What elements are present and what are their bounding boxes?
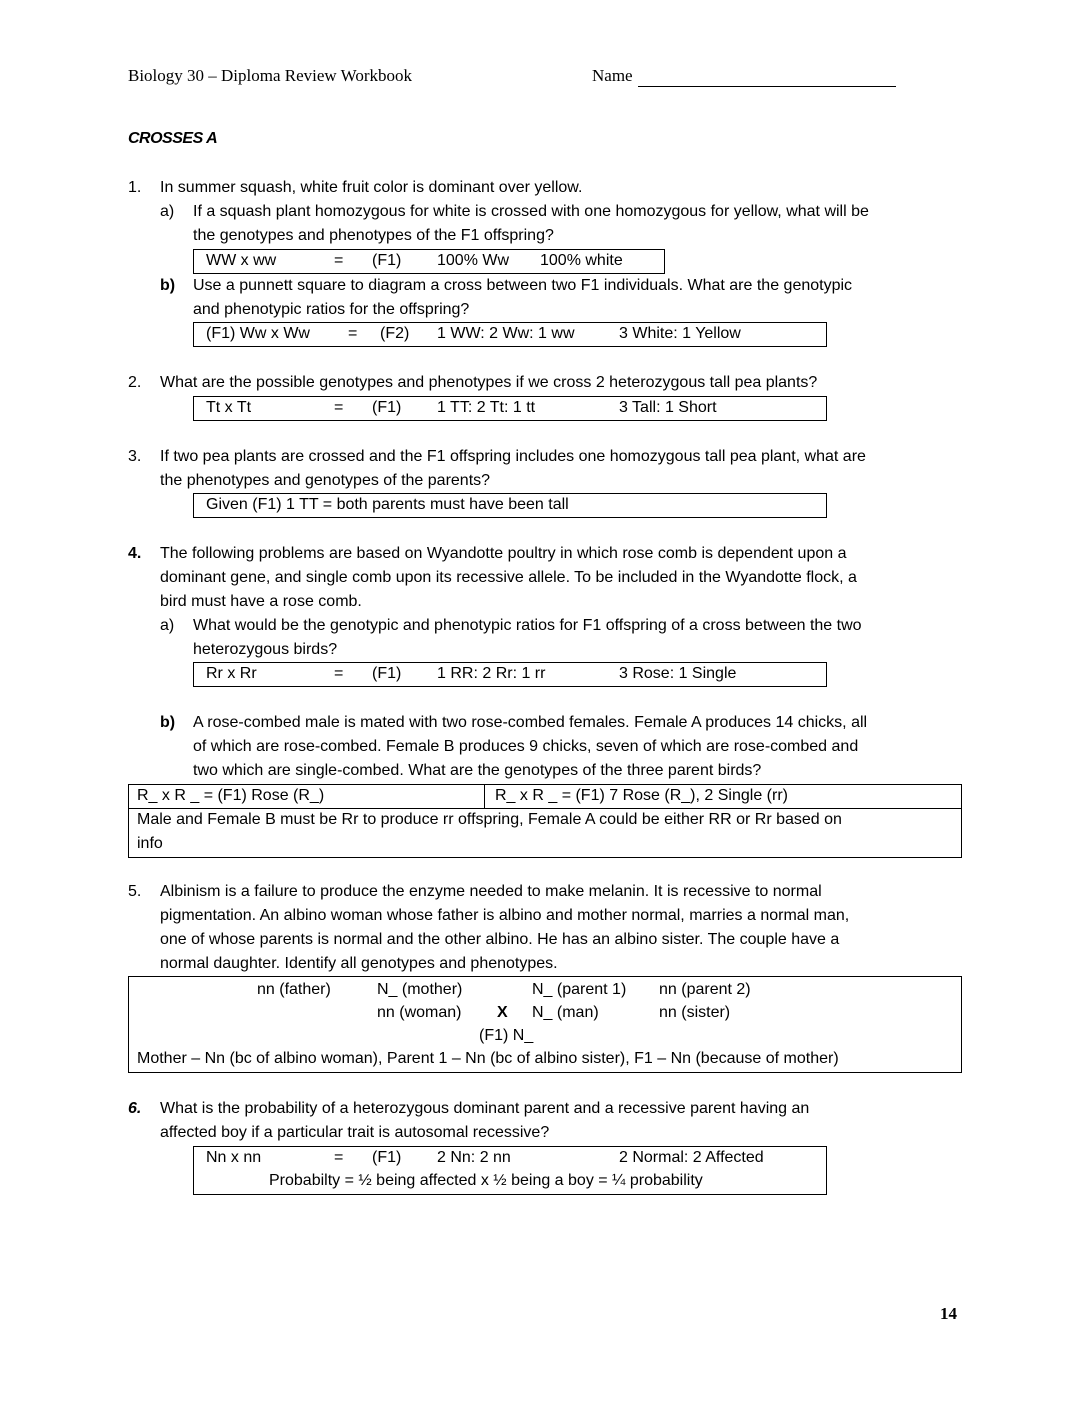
answer-4b-female-a: R_ x R _ = (F1) Rose (R_)	[137, 787, 325, 804]
question-4a-line2: heterozygous birds?	[193, 641, 338, 658]
name-blank-line	[638, 86, 896, 87]
answer-1a-genotype: 100% Ww	[437, 252, 510, 269]
question-5-line1: Albinism is a failure to produce the enzyme needed to make melanin. It is recessive to normal	[160, 883, 822, 900]
answer-box-3	[193, 493, 827, 518]
question-4b-label: b)	[160, 714, 176, 731]
question-3-line1: If two pea plants are crossed and the F1 offspring includes one homozygous tall pea plant, what are	[160, 448, 866, 465]
answer-1b-cross: (F1) Ww x Ww	[206, 325, 310, 342]
question-1-number: 1.	[128, 179, 142, 196]
answer-6-equals: =	[334, 1149, 344, 1166]
question-5-line2: pigmentation. An albino woman whose father is albino and mother normal, marries a normal man,	[160, 907, 850, 924]
answer-box-1a	[193, 249, 665, 274]
answer-1b-phenotype: 3 White: 1 Yellow	[619, 325, 741, 342]
answer-5-parent2: nn (parent 2)	[659, 981, 751, 998]
answer-box-5	[128, 976, 962, 1073]
page-number: 14	[940, 1304, 957, 1323]
answer-1a-cross: WW x ww	[206, 252, 277, 269]
answer-6-generation: (F1)	[372, 1149, 402, 1166]
answer-4b-female-b: R_ x R _ = (F1) 7 Rose (R_), 2 Single (rr)	[495, 787, 788, 804]
answer-5-mother: N_ (mother)	[377, 981, 463, 998]
answer-4a-equals: =	[334, 665, 344, 682]
answer-1a-generation: (F1)	[372, 252, 402, 269]
answer-5-sister: nn (sister)	[659, 1004, 731, 1021]
answer-4a-genotype: 1 RR: 2 Rr: 1 rr	[437, 665, 546, 682]
question-4b-line3: two which are single-combed. What are the genotypes of the three parent birds?	[193, 762, 762, 779]
question-4b-line2: of which are rose-combed. Female B produces 9 chicks, seven of which are rose-combed and	[193, 738, 859, 755]
question-6-line1: What is the probability of a heterozygous dominant parent and a recessive parent having an	[160, 1100, 810, 1117]
answer-box-2	[193, 396, 827, 421]
answer-4b-col-divider	[484, 785, 485, 809]
question-6-number: 6.	[128, 1100, 142, 1117]
answer-2-equals: =	[334, 399, 344, 416]
answer-4b-row-divider	[129, 808, 961, 809]
answer-4b-explanation-1: Male and Female B must be Rr to produce rr offspring, Female A could be either RR or Rr based on	[137, 811, 842, 828]
answer-4a-phenotype: 3 Rose: 1 Single	[619, 665, 737, 682]
answer-5-woman: nn (woman)	[377, 1004, 462, 1021]
answer-5-cross-symbol: X	[497, 1004, 508, 1021]
answer-2-genotype: 1 TT: 2 Tt: 1 tt	[437, 399, 536, 416]
question-1-text: In summer squash, white fruit color is dominant over yellow.	[160, 179, 583, 196]
answer-1a-equals: =	[334, 252, 344, 269]
question-2-number: 2.	[128, 374, 142, 391]
answer-5-explanation: Mother – Nn (bc of albino woman), Parent 1 – Nn (bc of albino sister), F1 – Nn (because of mother)	[137, 1050, 839, 1067]
question-4a-label: a)	[160, 617, 175, 634]
answer-3-text: Given (F1) 1 TT = both parents must have been tall	[206, 496, 569, 513]
answer-4a-cross: Rr x Rr	[206, 665, 257, 682]
question-1b-line2: and phenotypic ratios for the offspring?	[193, 301, 470, 318]
question-1a-label: a)	[160, 203, 175, 220]
answer-2-phenotype: 3 Tall: 1 Short	[619, 399, 717, 416]
answer-6-phenotype: 2 Normal: 2 Affected	[619, 1149, 764, 1166]
answer-1a-phenotype: 100% white	[540, 252, 623, 269]
answer-6-genotype: 2 Nn: 2 nn	[437, 1149, 511, 1166]
question-5-number: 5.	[128, 883, 142, 900]
answer-5-f1: (F1) N_	[479, 1027, 534, 1044]
answer-6-probability: Probabilty = ½ being affected x ½ being a boy = ¼ probability	[269, 1172, 703, 1189]
question-4-line2: dominant gene, and single comb upon its recessive allele. To be included in the Wyandotte flock, a	[160, 569, 857, 586]
answer-1b-equals: =	[348, 325, 358, 342]
answer-box-4a	[193, 662, 827, 687]
answer-5-father: nn (father)	[257, 981, 331, 998]
name-label: Name	[592, 66, 633, 85]
question-4-line1: The following problems are based on Wyandotte poultry in which rose comb is dependent upon a	[160, 545, 847, 562]
question-1b-line1: Use a punnett square to diagram a cross between two F1 individuals. What are the genotypic	[193, 277, 853, 294]
answer-2-generation: (F1)	[372, 399, 402, 416]
question-4a-line1: What would be the genotypic and phenotypic ratios for F1 offspring of a cross between the two	[193, 617, 862, 634]
answer-4a-generation: (F1)	[372, 665, 402, 682]
question-4b-line1: A rose-combed male is mated with two rose-combed females. Female A produces 14 chicks, all	[193, 714, 868, 731]
document-header-title: Biology 30 – Diploma Review Workbook	[128, 66, 412, 85]
answer-5-man: N_ (man)	[532, 1004, 599, 1021]
answer-1b-generation: (F2)	[380, 325, 410, 342]
answer-2-cross: Tt x Tt	[206, 399, 252, 416]
question-1b-label: b)	[160, 277, 176, 294]
question-3-number: 3.	[128, 448, 142, 465]
question-1a-line1: If a squash plant homozygous for white is crossed with one homozygous for yellow, what will be	[193, 203, 869, 220]
answer-6-cross: Nn x nn	[206, 1149, 262, 1166]
question-4-line3: bird must have a rose comb.	[160, 593, 362, 610]
question-5-line4: normal daughter. Identify all genotypes and phenotypes.	[160, 955, 558, 972]
answer-box-4b	[128, 784, 962, 858]
section-title: CROSSES A	[128, 130, 218, 147]
question-6-line2: affected boy if a particular trait is autosomal recessive?	[160, 1124, 550, 1141]
answer-1b-genotype: 1 WW: 2 Ww: 1 ww	[437, 325, 575, 342]
question-3-line2: the phenotypes and genotypes of the parents?	[160, 472, 491, 489]
answer-box-1b	[193, 322, 827, 347]
answer-box-6	[193, 1146, 827, 1195]
answer-4b-explanation-2: info	[137, 835, 163, 852]
question-5-line3: one of whose parents is normal and the other albino. He has an albino sister. The couple have a	[160, 931, 840, 948]
question-1a-line2: the genotypes and phenotypes of the F1 offspring?	[193, 227, 554, 244]
question-4-number: 4.	[128, 545, 142, 562]
question-2-text: What are the possible genotypes and phenotypes if we cross 2 heterozygous tall pea plants?	[160, 374, 818, 391]
answer-5-parent1: N_ (parent 1)	[532, 981, 627, 998]
